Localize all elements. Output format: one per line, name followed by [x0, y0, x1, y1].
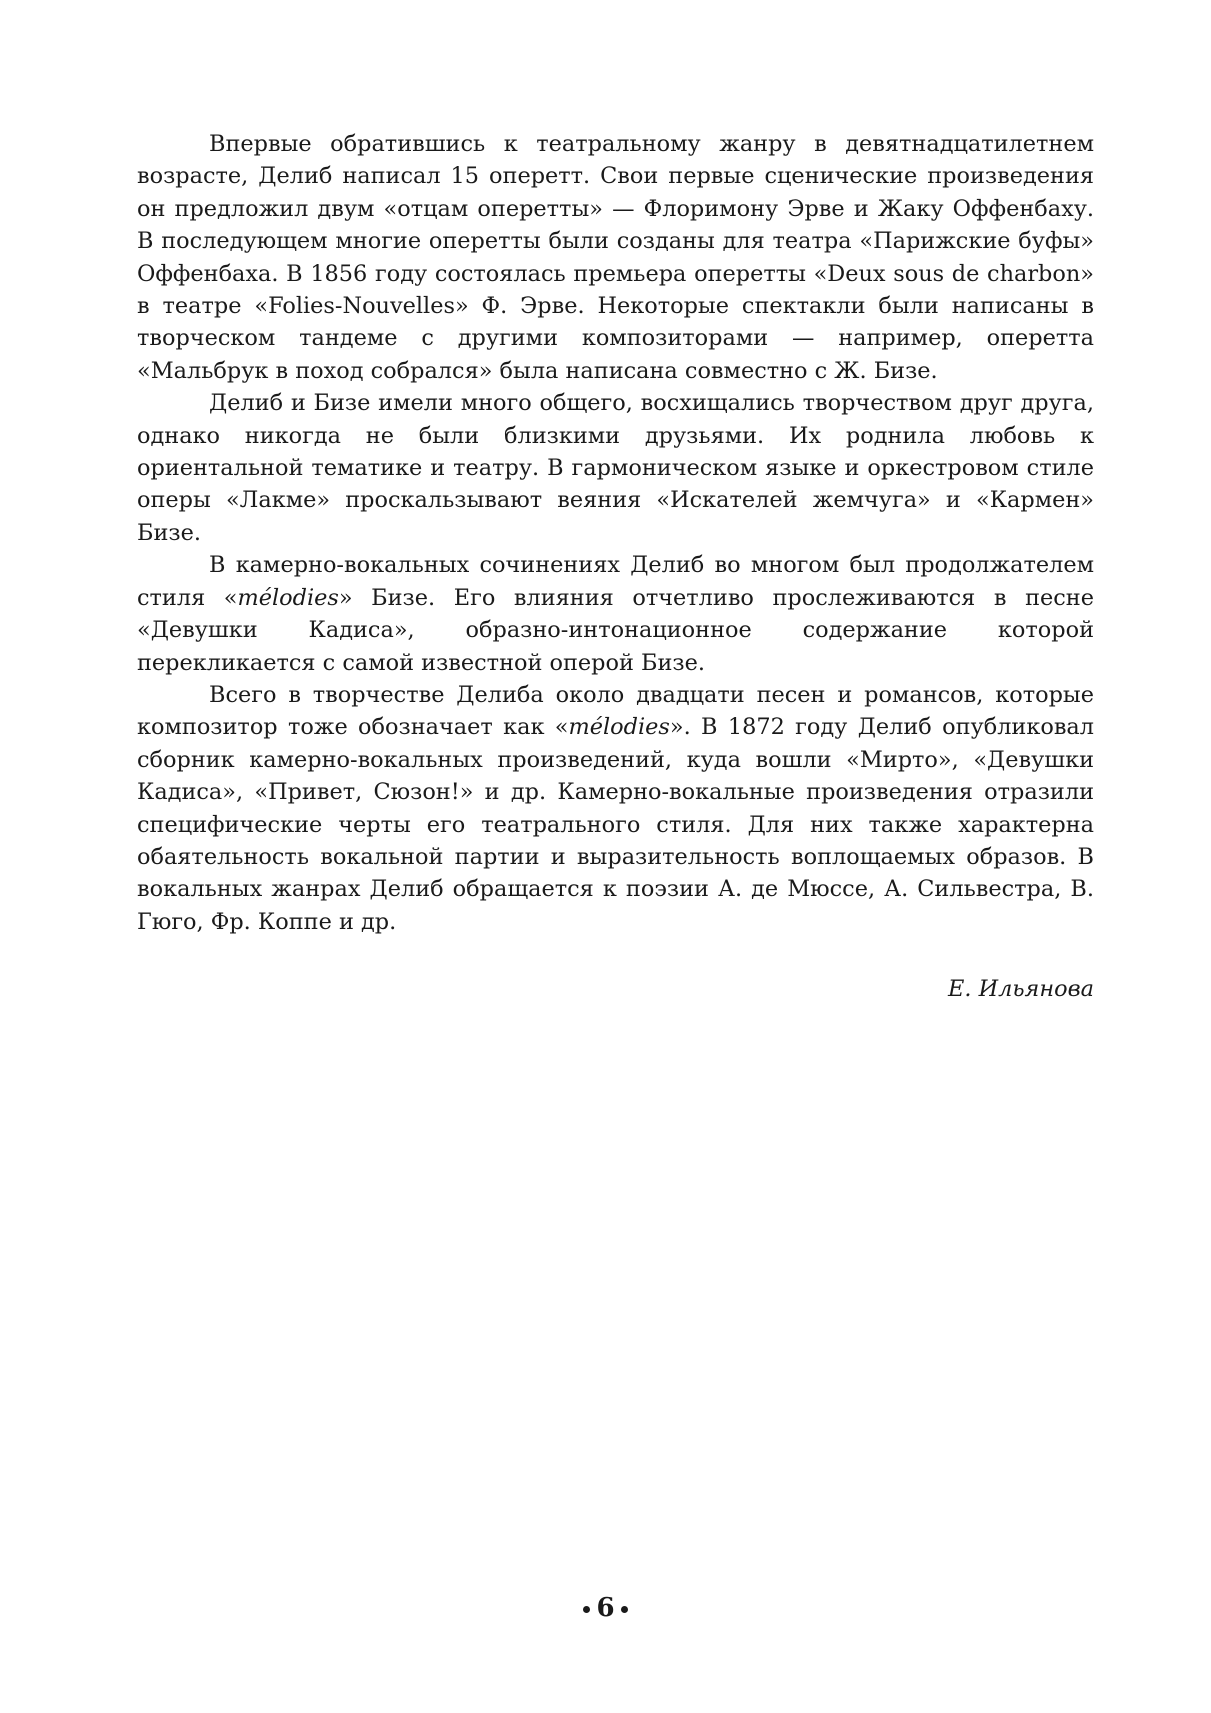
- paragraph-2: [137, 387, 1094, 549]
- body-text: [137, 128, 1094, 938]
- paragraph-1-text: Впервые обратившись к театральному жанру в девятнадцатилетнем возрасте, Делиб написал 15 оперетт. Свои первые сценические произведения он предложил двум «отцам оперетты» — Флоримону Эрве и Жаку Оффенбаху. В последующем многие оперетты были созданы для театра «Парижские буфы» Оффенбаха. В 1856 году состоялась премьера оперетты «Deux sous de charbon» в театре «Folies-Nouvelles» Ф. Эрве. Некоторые спектакли были написаны в творческом тандеме с другими композиторами — например, оперетта «Мальбрук в поход собрался» была написана совместно с Ж. Бизе.: [137, 131, 1094, 384]
- paragraph-3-text-b: » Бизе. Его влияния отчетливо прослеживаются в песне «Девушки Кадиса», образно-интонационное содержание которой перекликается с самой известной оперой Бизе.: [137, 584, 1094, 676]
- page-number-left-dot: [583, 1606, 590, 1613]
- paragraph-4: [137, 679, 1094, 938]
- paragraph-4-text-b: ». В 1872 году Делиб опубликовал сборник камерно-вокальных произведений, куда вошли «Мирто», «Девушки Кадиса», «Привет, Сюзон!» и др. Камерно-вокальные произведения отразили специфические черты его театрального стиля. Для них также характерна обаятельность вокальной партии и выразительность воплощаемых образов. В вокальных жанрах Делиб обращается к поэзии А. де Мюссе, А. Сильвестра, В. Гюго, Фр. Коппе и др.: [137, 714, 1094, 935]
- paragraph-3-text-a: В камерно-вокальных сочинениях Делиб во многом был продолжателем стиля «: [137, 552, 1094, 611]
- paragraph-3-italic-term: mélodies: [237, 584, 339, 611]
- paragraph-4-text-a: Всего в творчестве Делиба около двадцати песен и романсов, которые композитор тоже обозначает как «: [137, 681, 1094, 741]
- page-number-value: 6: [596, 1593, 615, 1623]
- paragraph-4-italic-term: mélodies: [568, 714, 670, 741]
- paragraph-2-text: Делиб и Бизе имели много общего, восхищались творчеством друг друга, однако никогда не были близкими друзьями. Их роднила любовь к ориентальной тематике и театру. В гармоническом языке и оркестровом стиле оперы «Лакме» проскальзывают веяния «Искателей жемчуга» и «Кармен» Бизе.: [137, 390, 1094, 546]
- paragraph-1: [137, 128, 1094, 387]
- page-number-right-dot: [621, 1606, 628, 1613]
- paragraph-3: [137, 549, 1094, 679]
- page-number: [0, 1591, 1211, 1625]
- author-signature: Е. Ильянова: [948, 976, 1094, 1002]
